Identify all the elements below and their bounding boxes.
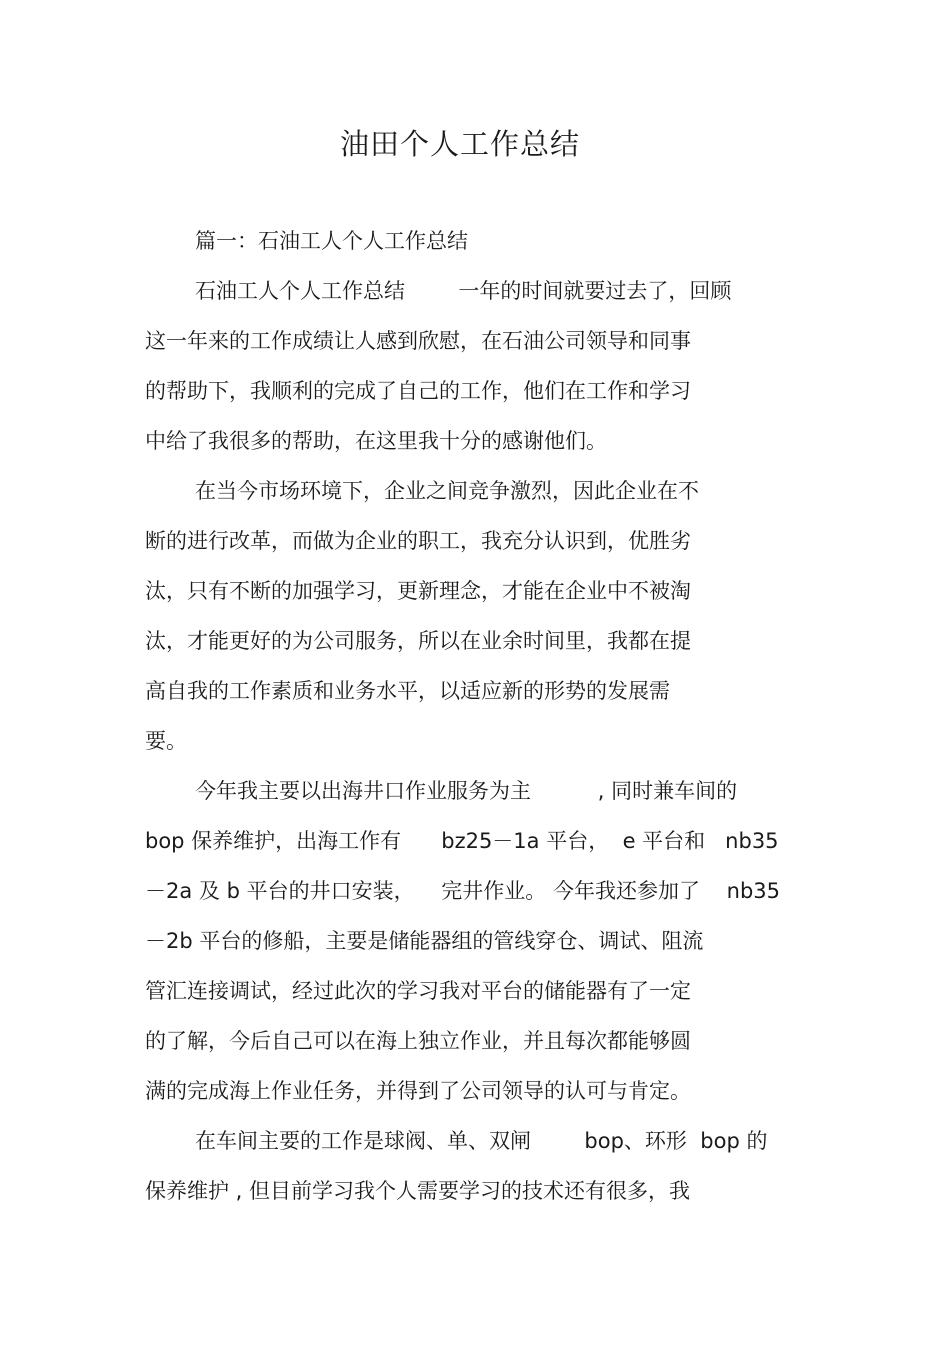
- paragraph-line: －2a 及 b 平台的井口安装， 完井作业。 今年我还参加了 nb35: [145, 879, 781, 903]
- paragraph-line: 石油工人个人工作总结 一年的时间就要过去了，回顾: [195, 279, 732, 303]
- section-heading: 篇一：石油工人个人工作总结: [195, 229, 468, 253]
- paragraph-line: 在车间主要的工作是球阀、单、双闸 bop、环形 bop 的: [195, 1129, 768, 1153]
- paragraph-line: 满的完成海上作业任务，并得到了公司领导的认可与肯定。: [145, 1079, 691, 1103]
- paragraph-line: 断的进行改革，而做为企业的职工，我充分认识到，优胜劣: [145, 529, 691, 553]
- paragraph-line: －2b 平台的修船，主要是储能器组的管线穿仓、调试、阻流: [145, 929, 704, 953]
- paragraph-line: 汰，才能更好的为公司服务，所以在业余时间里，我都在提: [145, 629, 691, 653]
- paragraph-line: 保养维护 , 但目前学习我个人需要学习的技术还有很多，我: [145, 1179, 691, 1203]
- paragraph-line: 高自我的工作素质和业务水平，以适应新的形势的发展需: [145, 679, 670, 703]
- paragraph-line: 的了解，今后自己可以在海上独立作业，并且每次都能够圆: [145, 1029, 691, 1053]
- paragraph-line: 这一年来的工作成绩让人感到欣慰，在石油公司领导和同事: [145, 329, 691, 353]
- paragraph-line: 的帮助下，我顺利的完成了自己的工作，他们在工作和学习: [145, 379, 691, 403]
- paragraph-line: 管汇连接调试，经过此次的学习我对平台的储能器有了一定: [145, 979, 691, 1003]
- paragraph-line: 要。: [145, 729, 187, 753]
- document-title: 油田个人工作总结: [339, 127, 580, 161]
- paragraph-line: 在当今市场环境下，企业之间竞争激烈，因此企业在不: [195, 479, 699, 503]
- paragraph-line: 中给了我很多的帮助，在这里我十分的感谢他们。: [145, 429, 607, 453]
- paragraph-line: bop 保养维护，出海工作有 bz25－1a 平台， e 平台和 nb35: [145, 829, 779, 853]
- paragraph-line: 汰，只有不断的加强学习，更新理念，才能在企业中不被淘: [145, 579, 691, 603]
- paragraph-line: 今年我主要以出海井口作业服务为主 , 同时兼车间的: [195, 779, 738, 803]
